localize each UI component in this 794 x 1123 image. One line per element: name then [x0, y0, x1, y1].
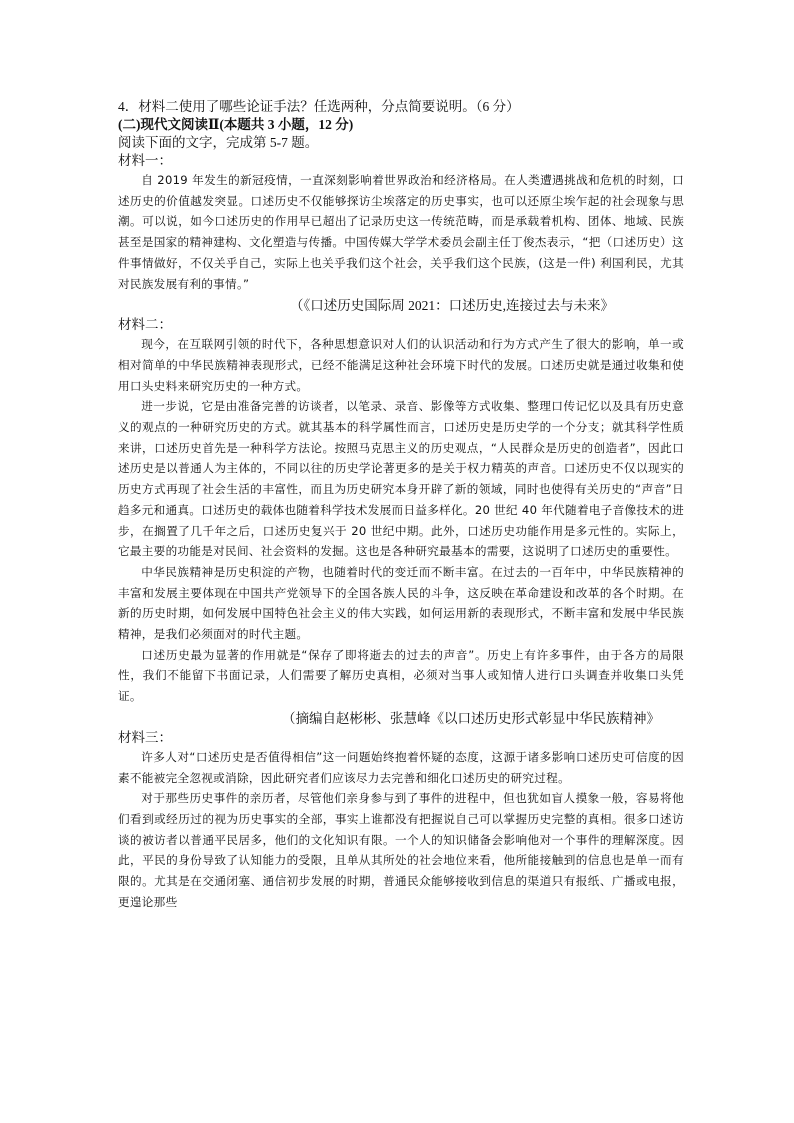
material-2-paragraph: 口述历史最为显著的作用就是“保存了即将逝去的过去的声音”。历史上有许多事件，由于各方的局限性，我们不能留下书面记录，人们需要了解历史真相，必须对当事人或知情人进行口头调查并收集口头凭证。	[118, 647, 684, 704]
material-1-label: 材料一：	[118, 153, 172, 168]
material-2-paragraph: 中华民族精神是历史积淀的产物，也随着时代的变迁而不断丰富。在过去的一百年中，中华民族精神的丰富和发展主要体现在中国共产党领导下的全国各族人民的斗争，这反映在革命建设和改革的各个时期。在新的历史时期，如何发展中国特色社会主义的伟大实践，如何运用新的表现形式，不断丰富和发展中华民族精神，是我们必须面对的时代主题。	[118, 564, 684, 642]
material-1-source: （《口述历史国际周 2021：口述历史,连接过去与未来》	[290, 298, 614, 314]
material-2-paragraph: 现今，在互联网引领的时代下，各种思想意识对人们的认识活动和行为方式产生了很大的影响，单一或相对简单的中华民族精神表现形式，已经不能满足这种社会环境下时代的发展。口述历史就是通过收集和使用口头史料来研究历史的一种方式。	[118, 337, 684, 393]
section-title: (二)现代文阅读Ⅱ(本题共 3 小题，12 分)	[118, 117, 354, 132]
material-2-source: （摘编自赵彬彬、张慧峰《以口述历史形式彰显中华民族精神》	[282, 710, 660, 726]
instruction: 阅读下面的文字，完成第 5-7 题。	[118, 135, 319, 150]
material-3-label: 材料三：	[118, 729, 172, 745]
question-4: 4．材料二使用了哪些论证手法？任选两种，分点简要说明。（6 分）	[118, 99, 520, 114]
page-content	[118, 98, 684, 913]
material-2-paragraph: 进一步说，它是由准备完善的访谈者，以笔录、录音、影像等方式收集、整理口传记忆以及具有历史意义的观点的一种研究历史的方式。就其基本的科学属性而言，口述历史是历史学的一个分支；就其科学性质来讲，口述历史首先是一种科学方法论。按照马克思主义的历史观点，“人民群众是历史的创造者”，因此口述历史是以普通人为主体的，不同以往的历史学论著更多的是关于权力精英的声音。口述历史不仅以现实的历史方式再现了社会生活的丰富性，而且为历史研究本身开辟了新的领域，同时也使得有关历史的“声音”日趋多元和通真。口述历史的载体也随着科学技术发展而日益多样化。20 世纪 40 年代随着电子音像技术的进步，在搁置了几千年之后，口述历史复兴于 20 世纪中期。此外，口述历史功能作用是多元性的。实际上，它最主要的功能是对民间、社会资料的发掘。这也是各种研究最基本的需要，这说明了口述历史的重要性。	[118, 399, 684, 559]
material-3-paragraph: 许多人对“口述历史是否值得相信”这一问题始终抱着怀疑的态度，这源于诸多影响口述历史可信度的因素不能被完全忽视或消除，因此研究者们应该尽力去完善和细化口述历史的研究过程。	[118, 749, 684, 785]
material-3-paragraph: 对于那些历史事件的亲历者，尽管他们亲身参与到了事件的进程中，但也犹如盲人摸象一般，容易将他们看到或经历过的视为历史事实的全部，事实上谁都没有把握说自己可以掌握历史完整的真相。很多口述访谈的被访者以普通平民居多，他们的文化知识有限。一个人的知识储备会影响他对一个事件的理解深度。因此，平民的身份导致了认知能力的受限，且单从其所处的社会地位来看，他所能接触到的信息也是单一而有限的。尤其是在交通闭塞、通信初步发展的时期，普通民众能够接收到信息的渠道只有报纸、广播或电报，更遑论那些	[118, 791, 684, 909]
material-2-label: 材料二：	[118, 317, 172, 333]
material-1-paragraph: 自 2019 年发生的新冠疫情，一直深刻影响着世界政治和经济格局。在人类遭遇挑战和危机的时刻，口述历史的价值越发突显。口述历史不仅能够探访尘埃落定的历史事实，也可以还原尘埃乍起的社会现象与思潮。可以说，如今口述历史的作用早已超出了记录历史这一传统范畴，而是承载着机构、团体、地域、民族甚至是国家的精神建构、文化塑造与传播。中国传媒大学学术委员会副主任丁俊杰表示，“把（口述历史）这件事情做好，不仅关乎自己，实际上也关乎我们这个社会，关乎我们这个民族，(这是一件) 利国利民，尤其对民族发展有利的事情。”	[118, 173, 684, 291]
